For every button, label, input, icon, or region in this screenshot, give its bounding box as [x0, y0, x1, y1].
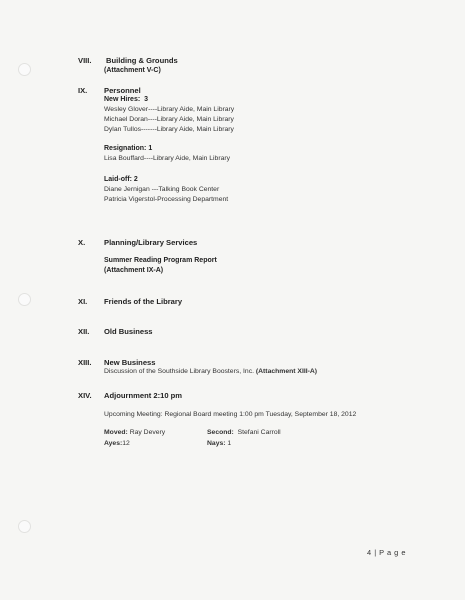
section-number-xiii: XIII. — [78, 358, 92, 367]
new-hires-count: 3 — [144, 96, 148, 103]
new-hires-label: New Hires: — [104, 96, 141, 103]
moved-value: Ray Devery — [129, 429, 166, 436]
section-title-adjournment: Adjournment 2:10 pm — [104, 391, 183, 400]
laid-off-item: Diane Jernigan ---Talking Book Center — [104, 186, 220, 193]
page-number: 4 — [367, 548, 372, 557]
new-business-discussion — [104, 368, 317, 375]
section-title-personnel: Personnel — [104, 86, 141, 95]
second-by — [207, 429, 281, 436]
new-hires-heading — [104, 96, 148, 103]
section-title-building-grounds: Building & Grounds — [106, 56, 178, 65]
moved-label: Moved: — [104, 429, 128, 436]
section-title-new-business: New Business — [104, 358, 156, 367]
ayes-count — [104, 440, 130, 447]
attachment-xiii-a: (Attachment XIII-A) — [255, 368, 318, 375]
discussion-text: Discussion of the Southside Library Boosters, Inc. — [104, 368, 254, 375]
resignation-heading: Resignation: 1 — [104, 145, 153, 152]
section-number-xiv: XIV. — [78, 391, 92, 400]
second-value: Stefani Carroll — [237, 429, 281, 436]
ayes-value: 12 — [122, 440, 130, 447]
page-footer — [367, 548, 406, 557]
section-title-friends: Friends of the Library — [104, 297, 183, 306]
section-number-xii: XII. — [78, 327, 90, 336]
new-hire-item: Michael Doran----Library Aide, Main Library — [104, 116, 234, 123]
page-separator: | — [374, 548, 377, 557]
section-number-xi: XI. — [78, 297, 88, 306]
attachment-v-c: (Attachment V-C) — [104, 67, 161, 74]
nays-count — [207, 440, 231, 447]
summer-reading-report: Summer Reading Program Report — [104, 257, 217, 264]
attachment-ix-a: (Attachment IX-A) — [104, 267, 164, 274]
page-label: P a g e — [379, 548, 406, 557]
laid-off-item: Patricia Vigerstol-Processing Department — [104, 196, 229, 203]
ayes-label: Ayes: — [104, 440, 123, 447]
laid-off-heading: Laid-off: 2 — [104, 176, 138, 183]
upcoming-meeting: Upcoming Meeting: Regional Board meeting 1:00 pm Tuesday, September 18, 2012 — [104, 411, 357, 418]
nays-value: 1 — [227, 440, 232, 447]
new-hire-item: Wesley Glover----Library Aide, Main Library — [104, 106, 235, 113]
section-number-ix: IX. — [78, 86, 88, 95]
punch-hole-middle — [18, 293, 31, 306]
punch-hole-bottom — [18, 520, 31, 533]
second-label: Second: — [207, 429, 234, 436]
section-title-planning: Planning/Library Services — [104, 238, 198, 247]
nays-label: Nays: — [207, 440, 226, 447]
punch-hole-top — [18, 63, 31, 76]
section-number-viii: VIII. — [78, 56, 92, 65]
section-title-old-business: Old Business — [104, 327, 153, 336]
moved-by — [104, 429, 165, 436]
section-number-x: X. — [78, 238, 86, 247]
new-hire-item: Dylan Tullos-------Library Aide, Main Library — [104, 126, 234, 133]
resignation-item: Lisa Bouffard----Library Aide, Main Library — [104, 155, 231, 162]
